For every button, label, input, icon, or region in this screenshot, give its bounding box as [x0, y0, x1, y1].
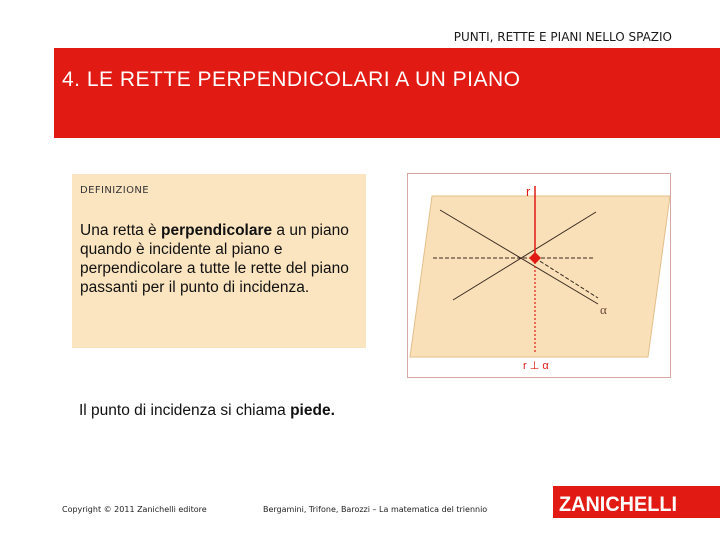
definition-label: DEFINIZIONE: [80, 185, 150, 196]
slide-title: 4. LE RETTE PERPENDICOLARI A UN PIANO: [62, 68, 521, 91]
title-banner: [54, 48, 720, 138]
definition-text-start: Una retta è: [80, 222, 161, 239]
authors-text: Bergamini, Trifone, Barozzi – La matematica del triennio: [263, 505, 488, 514]
perpendicular-figure: [407, 173, 671, 378]
section-topic: PUNTI, RETTE E PIANI NELLO SPAZIO: [453, 30, 672, 44]
foot-note-text: Il punto di incidenza si chiama: [79, 402, 291, 419]
copyright-text: Copyright © 2011 Zanichelli editore: [62, 505, 207, 514]
foot-note: [79, 402, 335, 420]
plane-alpha: [410, 196, 670, 357]
definition-text-end: a un piano quando è incidente al piano e perpendicolare a tutte le rette del piano passanti per il punto di incidenza.: [80, 222, 349, 296]
publisher-logo: [553, 486, 720, 518]
perpendicular-diagram: [408, 174, 672, 379]
publisher-logo-mark: [553, 486, 720, 518]
definition-text: [80, 221, 360, 297]
definition-keyword: perpendicolare: [161, 222, 273, 239]
publisher-logo-text: ZANICHELLI: [559, 493, 677, 516]
definition-box: [72, 174, 366, 348]
line-r-label: r: [526, 184, 531, 199]
plane-alpha-label: α: [600, 302, 607, 317]
perpendicular-caption: r ⊥ α: [523, 360, 549, 372]
foot-note-keyword: piede.: [290, 402, 335, 419]
